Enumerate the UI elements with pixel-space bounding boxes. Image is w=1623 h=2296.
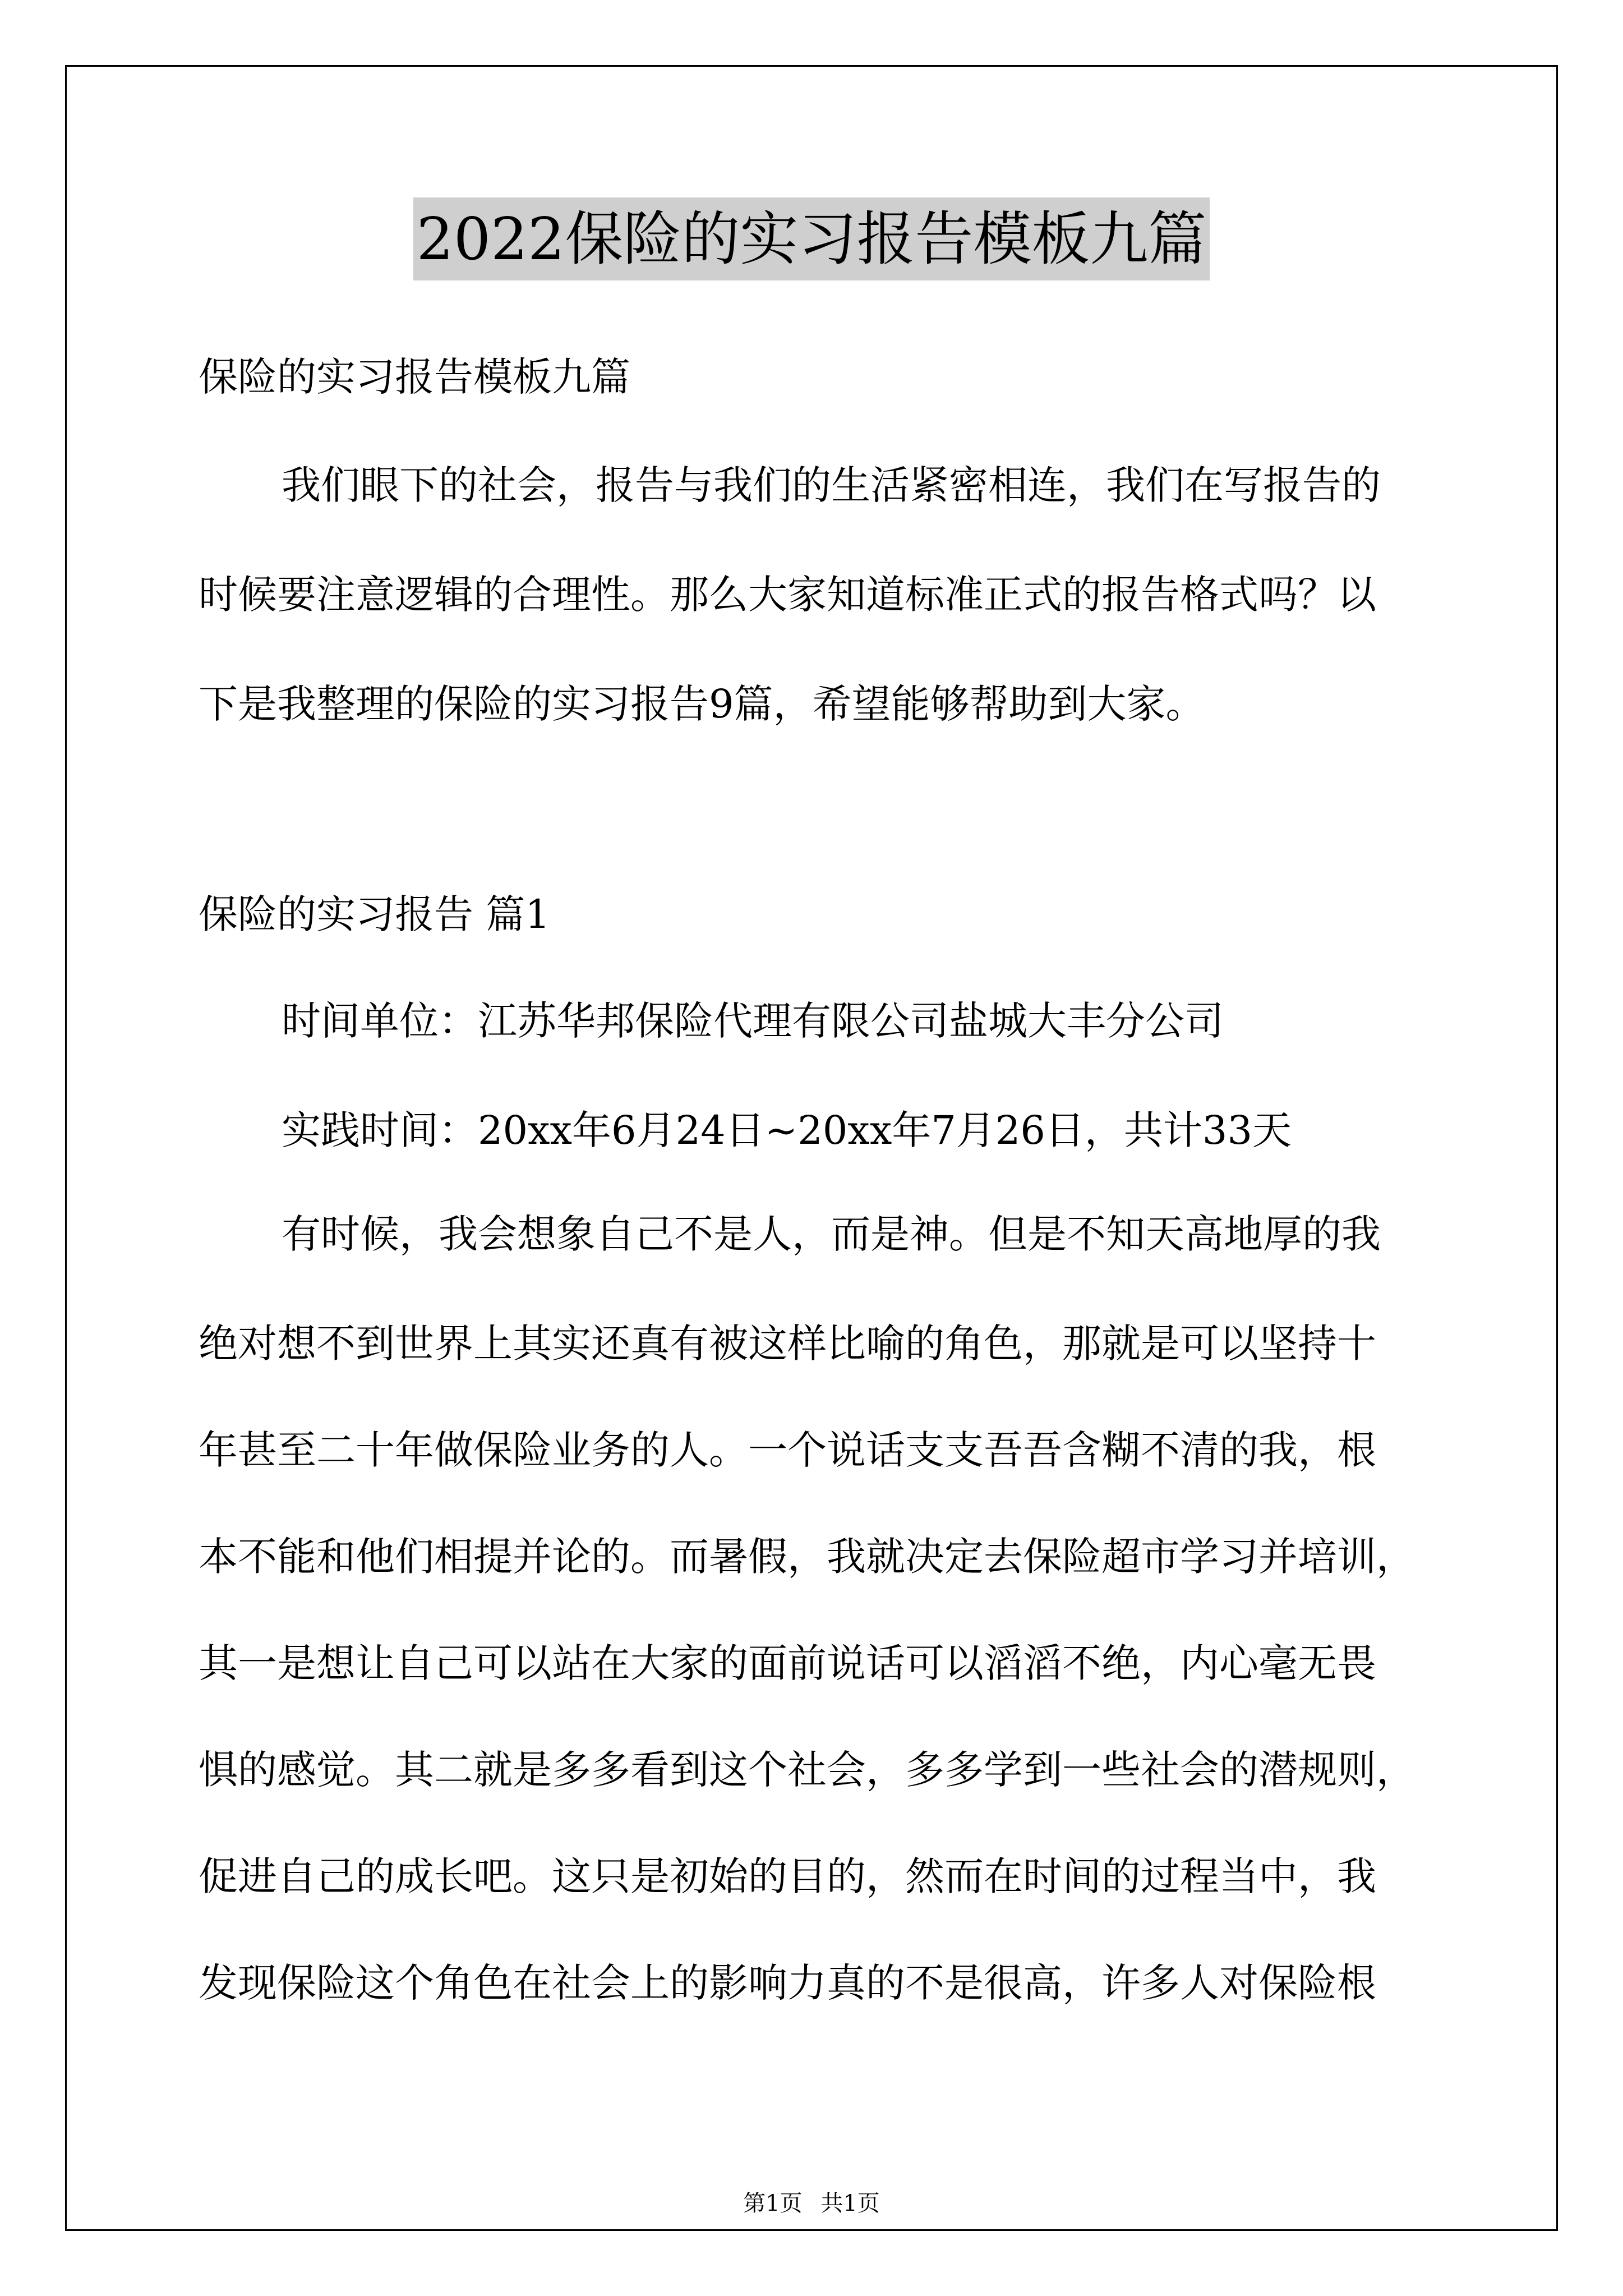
page-number: 第1页 xyxy=(743,2191,803,2216)
section-heading: 保险的实习报告 篇1 xyxy=(199,891,550,937)
title-block xyxy=(0,197,1623,280)
page-footer xyxy=(0,2188,1623,2219)
paragraph-line: 惧的感觉。其二就是多多看到这个社会，多多学到一些社会的潜规则， xyxy=(199,1747,1415,1793)
paragraph-line: 我们眼下的社会，报告与我们的生活紧密相连，我们在写报告的 xyxy=(282,462,1381,508)
document-title: 2022保险的实习报告模板九篇 xyxy=(413,197,1210,280)
paragraph-line: 绝对想不到世界上其实还真有被这样比喻的角色，那就是可以坚持十 xyxy=(199,1320,1376,1366)
paragraph-line: 促进自己的成长吧。这只是初始的目的，然而在时间的过程当中，我 xyxy=(199,1853,1376,1899)
paragraph-line: 年甚至二十年做保险业务的人。一个说话支支吾吾含糊不清的我，根 xyxy=(199,1427,1376,1473)
paragraph-line: 实践时间：20xx年6月24日~20xx年7月26日，共计33天 xyxy=(282,1107,1292,1153)
paragraph-line: 其一是想让自己可以站在大家的面前说话可以滔滔不绝，内心毫无畏 xyxy=(199,1640,1376,1686)
paragraph-line: 有时候，我会想象自己不是人，而是神。但是不知天高地厚的我 xyxy=(282,1211,1381,1257)
paragraph-line: 本不能和他们相提并论的。而暑假，我就决定去保险超市学习并培训， xyxy=(199,1534,1415,1580)
paragraph-line: 时候要注意逻辑的合理性。那么大家知道标准正式的报告格式吗？以 xyxy=(199,572,1376,618)
paragraph-line: 时间单位：江苏华邦保险代理有限公司盐城大丰分公司 xyxy=(282,998,1224,1044)
paragraph-line: 下是我整理的保险的实习报告9篇，希望能够帮助到大家。 xyxy=(199,681,1205,727)
paragraph-line: 发现保险这个角色在社会上的影响力真的不是很高，许多人对保险根 xyxy=(199,1960,1376,2006)
subtitle-line: 保险的实习报告模板九篇 xyxy=(199,354,630,400)
page-total: 共1页 xyxy=(820,2191,880,2216)
